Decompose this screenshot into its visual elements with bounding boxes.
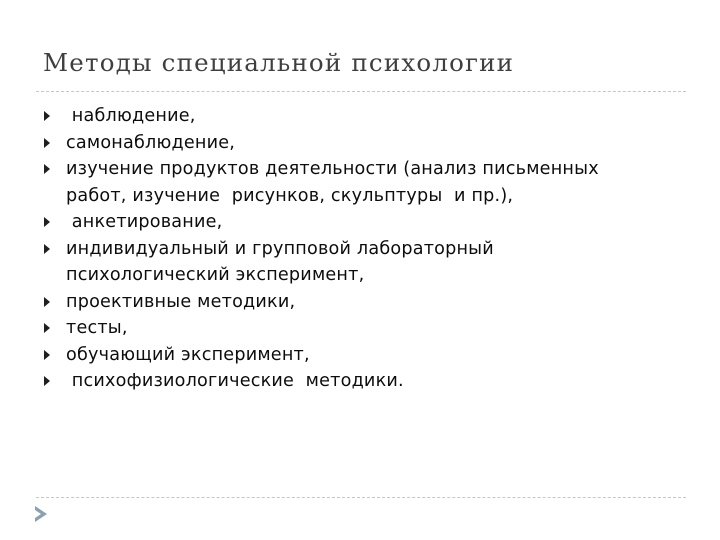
- bullet-item: [42, 342, 682, 369]
- triangle-right-icon: [44, 111, 50, 121]
- triangle-right-icon: [44, 376, 50, 386]
- bullet-text: тесты,: [66, 318, 128, 338]
- bullet-text: психофизиологические методики.: [66, 371, 404, 391]
- footer-divider: [36, 497, 686, 498]
- bullet-item: [42, 130, 682, 157]
- bullet-item: [42, 368, 682, 395]
- title-divider: [36, 91, 686, 92]
- bullet-text: проективные методики,: [66, 291, 296, 312]
- bullet-text: анкетирование,: [66, 212, 223, 232]
- next-slide-arrow-icon[interactable]: [33, 505, 49, 523]
- bullet-item: [42, 103, 682, 130]
- triangle-right-icon: [44, 138, 50, 148]
- bullet-text: самонаблюдение,: [66, 132, 236, 153]
- slide-title: Методы специальной психологии: [43, 48, 515, 77]
- triangle-right-icon: [44, 297, 50, 307]
- bullet-text: изучение продуктов деятельности (анализ письменных работ, изучение рисунков, скульптуры и пр.),: [66, 159, 599, 206]
- triangle-right-icon: [44, 244, 50, 254]
- bullet-item: [42, 236, 682, 289]
- bullet-item: [42, 315, 682, 342]
- bullet-item: [42, 289, 682, 316]
- triangle-right-icon: [44, 323, 50, 333]
- bullet-text: наблюдение,: [66, 106, 196, 126]
- bullet-item: [42, 156, 682, 209]
- bullet-list: [42, 103, 682, 395]
- bullet-text: индивидуальный и групповой лабораторный психологический эксперимент,: [66, 238, 494, 285]
- bullet-text: обучающий эксперимент,: [66, 344, 310, 365]
- triangle-right-icon: [44, 217, 50, 227]
- triangle-right-icon: [44, 164, 50, 174]
- bullet-item: [42, 209, 682, 236]
- triangle-right-icon: [44, 350, 50, 360]
